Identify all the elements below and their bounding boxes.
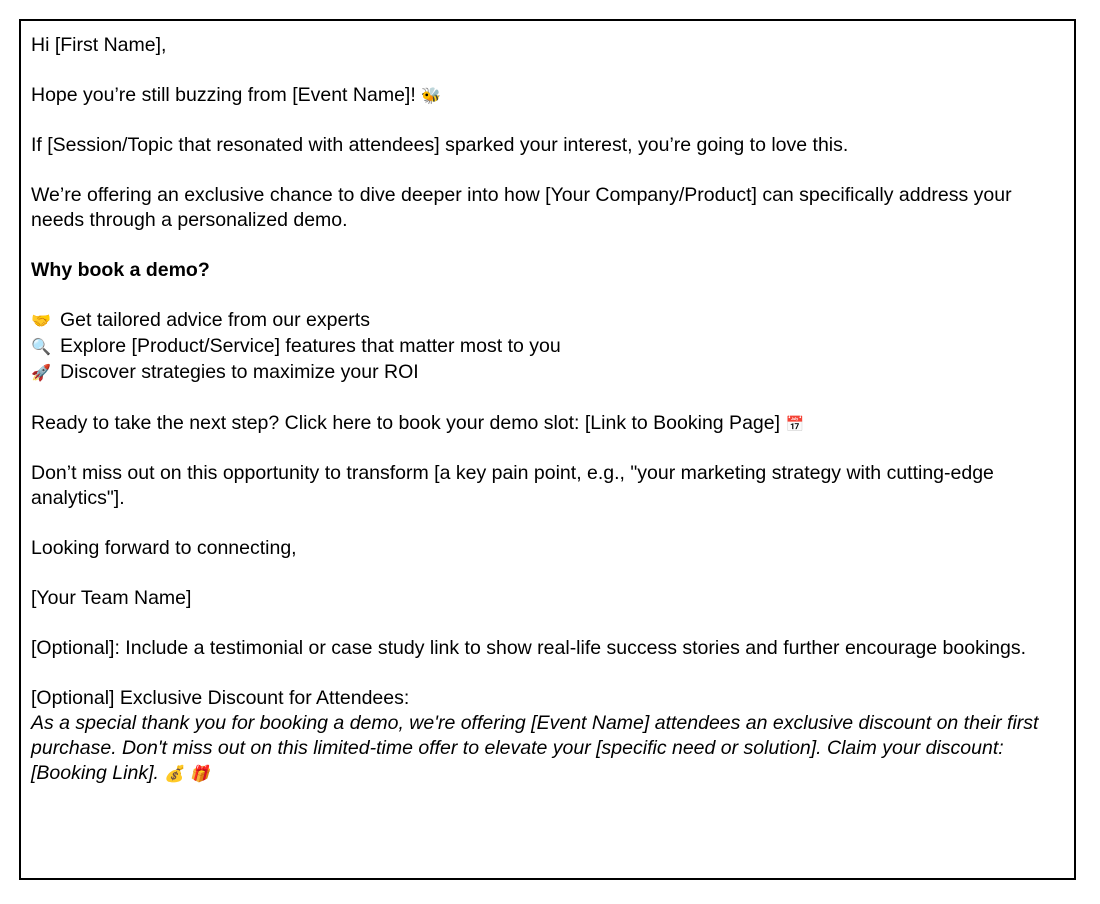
closing-line: Looking forward to connecting, (31, 537, 297, 559)
opening-line (31, 83, 1056, 108)
gift-icon: 🎁 (189, 766, 210, 783)
offer-paragraph: We’re offering an exclusive chance to dive deeper into how [Your Company/Product] can specifically address your needs through a personalized demo. (31, 184, 1018, 231)
calendar-icon: 📅 (785, 416, 805, 433)
list-item (31, 360, 1056, 386)
list-item-label: Discover strategies to maximize your ROI (60, 361, 419, 383)
hook-line: If [Session/Topic that resonated with attendees] sparked your interest, you’re going to love this. (31, 134, 849, 156)
greeting-line: Hi [First Name], (31, 34, 167, 56)
magnifying-glass-icon: 🔍 (31, 339, 51, 356)
discount-body (31, 711, 1056, 786)
list-item-label: Explore [Product/Service] features that matter most to you (60, 335, 561, 357)
list-item (31, 308, 1056, 334)
cta-line (31, 411, 1056, 436)
benefits-list (31, 308, 1056, 386)
benefits-heading: Why book a demo? (31, 259, 210, 281)
discount-section (31, 686, 1056, 786)
bee-icon: 🐝 (421, 88, 442, 105)
list-item (31, 334, 1056, 360)
optional-note-paragraph: [Optional]: Include a testimonial or case study link to show real-life success stories and further encourage bookings. (31, 637, 1027, 659)
discount-body-text: As a special thank you for booking a demo, we're offering [Event Name] attendees an exclusive discount on their first purchase. Don't miss out on this limited-time offer to elevate your [specific need or solution]. Claim your discount: [Booking Link]. (31, 712, 1044, 784)
handshake-icon: 🤝 (31, 313, 51, 330)
opening-text: Hope you’re still buzzing from [Event Name]! (31, 84, 422, 106)
email-body-frame (19, 19, 1076, 880)
list-item-label: Get tailored advice from our experts (60, 309, 370, 331)
money-bag-icon: 💰 (164, 766, 185, 783)
rocket-icon: 🚀 (31, 365, 51, 382)
signature-line: [Your Team Name] (31, 587, 192, 609)
urgency-paragraph: Don’t miss out on this opportunity to transform [a key pain point, e.g., "your marketing strategy with cutting-edge analytics"]. (31, 462, 1000, 509)
cta-text: Ready to take the next step? Click here to book your demo slot: [Link to Booking Page] (31, 412, 786, 434)
email-content (21, 21, 1074, 796)
discount-label: [Optional] Exclusive Discount for Attendees: (31, 687, 410, 709)
